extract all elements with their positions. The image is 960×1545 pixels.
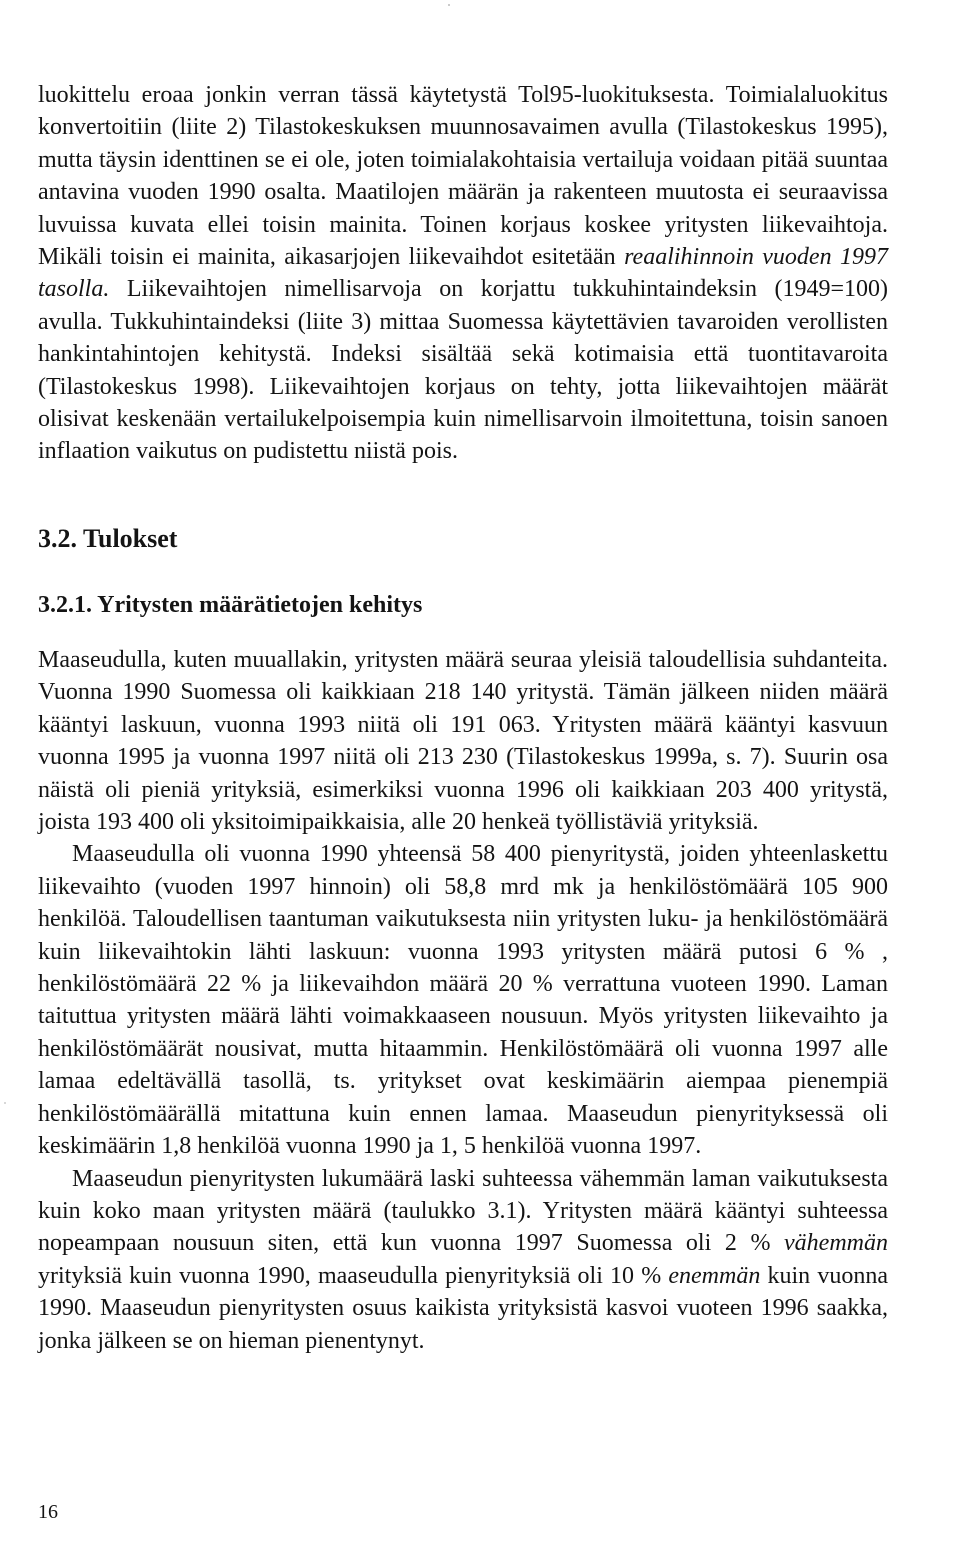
page-number: 16: [38, 1501, 58, 1523]
paragraph-3-emphasis-2: enemmän: [668, 1262, 761, 1289]
paragraph-1: Maaseudulla, kuten muuallakin, yritysten määrä seuraa yleisiä taloudellisia suhdanteita. Vuonna 1990 Suomessa oli kaikkiaan 218 140 yritystä. Tämän jälkeen niiden määrä kääntyi laskuun, vuonna 1993 niitä oli 191 063. Yritysten määrä kääntyi kasvuun vuonna 1995 ja vuonna 1997 niitä oli 213 230 (Tilastokeskus 1999a, s. 7). Suurin osa näistä oli pieniä yrityksiä, esimerkiksi vuonna 1996 oli kaikkiaan 203 400 yritystä, joista 193 400 oli yksitoimipaikkaisia, alle 20 henkeä työllistäviä yrityksiä.: [38, 647, 888, 836]
body-text: [38, 644, 888, 1357]
section-heading: 3.2. Tulokset: [38, 524, 178, 553]
paragraph-3-emphasis-1: vähemmän: [784, 1230, 888, 1257]
paragraph-3-text-c: kuin vuonna 1990. Maaseudun pienyritysten osuus kaikista yrityksistä kasvoi vuoteen 1996 saakka, jonka jälkeen se on hieman pienentynyt.: [38, 1262, 888, 1354]
paragraph-3: [38, 1163, 888, 1357]
intro-text-a: luokittelu eroaa jonkin verran tässä käytetystä Tol95-luokituksesta. Toimialaluokitus konvertoitiin (liite 2) Tilastokeskuksen muunnosavaimen avulla (Tilastokeskus 1995), mutta täysin identtinen se ei ole, joten toimialakohtaisia vertailuja voidaan pitää suuntaa antavina vuoden 1990 osalta. Maatilojen määrän ja rakenteen muutosta ei seuraavissa luvuissa kuvata ellei toisin mainita. Toinen korjaus koskee yritysten liikevaihtoja. Mikäli toisin ei mainita, aikasarjojen liikevaihdot esitetään: [38, 82, 888, 271]
intro-text-b: Liikevaihtojen nimellisarvoja on korjattu tukkuhintaindeksin (1949=100) avulla. Tukkuhintaindeksi (liite 3) mittaa Suomessa käytettävien tavaroiden verollisten hankintahintojen kehitystä. Indeksi sisältää sekä kotimaisia että tuontitavaroita (Tilastokeskus 1998). Liikevaihtojen korjaus on tehty, jotta liikevaihtojen määrät olisivat keskenään vertailukelpoisempia kuin nimellisarvoin ilmoitettuna, toisin sanoen inflaation vaikutus on pudistettu niistä pois.: [38, 276, 888, 465]
intro-emphasis: reaalihinnoin vuoden 1997 tasolla.: [38, 244, 889, 303]
subsection-heading: 3.2.1. Yritysten määrätietojen kehitys: [38, 592, 423, 618]
paragraph-3-text-a: Maaseudun pienyritysten lukumäärä laski suhteessa vähemmän laman vaikutuksesta kuin koko maan yritysten määrä (taulukko 3.1). Yritysten määrä kääntyi suhteessa nopeampaan nousuun siten, että kun vuonna 1997 Suomessa oli 2 %: [38, 1165, 888, 1257]
paragraph-3-text-b: yrityksiä kuin vuonna 1990, maaseudulla pienyrityksiä oli 10 %: [38, 1262, 669, 1289]
scan-speck: [4, 1102, 6, 1104]
paragraph-2: Maaseudulla oli vuonna 1990 yhteensä 58 400 pienyritystä, joiden yhteenlaskettu liikevaihto (vuoden 1997 hinnoin) oli 58,8 mrd mk ja henkilöstömäärä 105 900 henkilöä. Taloudellisen taantuman vaikutuksesta niin yritysten luku- ja henkilöstömäärä kuin liikevaihtokin lähti laskuun: vuonna 1993 yritysten määrä putosi 6 % , henkilöstömäärä 22 % ja liikevaihdon määrä 20 % verrattuna vuoteen 1990. Laman taituttua yritysten määrä lähti voimakkaaseen nousuun. Myös yritysten liikevaihto ja henkilöstömäärät nousivat, mutta hitaammin. Henkilöstömäärä oli vuonna 1997 alle lamaa edeltävällä tasollä, ts. yritykset ovat keskimäärin aiempaa pienempiä henkilöstömäärällä mitattuna kuin ennen lamaa. Maaseudun pienyrityksessä oli keskimäärin 1,8 henkilöä vuonna 1990 ja 1, 5 henkilöä vuonna 1997.: [38, 841, 888, 1160]
intro-paragraph: [38, 79, 888, 468]
scan-speck: [448, 4, 450, 6]
